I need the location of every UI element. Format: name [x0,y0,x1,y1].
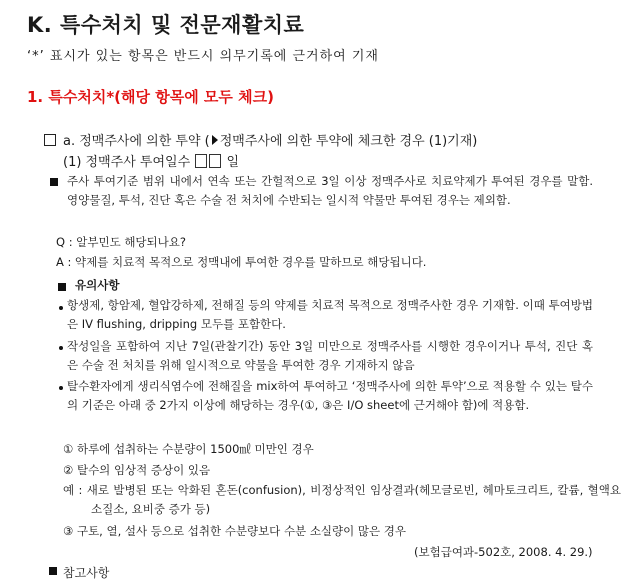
item-a-row [44,130,477,149]
required-record-note: ‘*’ 표시가 있는 항목은 반드시 의무기록에 근거하여 기재 [27,49,379,64]
item-a-label: a. 정맥주사에 의한 투약 ( [63,134,210,149]
qa-answer: A : 약제를 치료적 목적으로 정맥내에 투여한 경우를 말하므로 해당됩니다. [56,255,427,269]
iv-days-digit-2-input[interactable] [209,154,221,168]
bullet-dot-icon [59,346,63,350]
page-title: K. 특수처치 및 전문재활치료 [27,13,305,37]
notes-heading: 유의사항 [75,278,120,292]
condition-1: ① 하루에 섭취하는 수분량이 1500㎖ 미만인 경우 [63,442,314,456]
sub1-unit: 일 [226,155,239,170]
bullet-square-icon [50,178,58,186]
citation: (보험급여과-502호, 2008. 4. 29.) [414,545,593,559]
condition-3: ③ 구토, 열, 설사 등으로 섭취한 수분량보다 수분 소실량이 많은 경우 [63,524,407,538]
bullet-dot-icon [59,306,63,310]
bullet-dot-icon [59,386,63,390]
bullet-square-icon [49,567,57,575]
note-item-1: 항생제, 항암제, 혈압강하제, 전해질 등의 약제를 치료적 목적으로 정맥주사한 경우 기재함. 이때 투여방법은 IV flushing, dripping 모두를 포함한다. [67,298,593,331]
condition-example: 예 : 새로 발병된 또는 악화된 혼돈(confusion), 비정상적인 임상결과(헤모글로빈, 헤마토크리트, 칼륨, 혈액요소질소, 요비중 증가 등) [63,483,621,516]
iv-days-digit-1-input[interactable] [195,154,207,168]
item-a-checkbox[interactable] [44,134,56,146]
condition-2: ② 탈수의 임상적 증상이 있음 [63,463,211,477]
sub1-label: (1) 정맥주사 투여일수 [63,155,191,170]
note-item-3: 탈수환자에게 생리식염수에 전해질을 mix하여 투여하고 ‘정맥주사에 의한 투약’으로 적용할 수 있는 탈수의 기준은 아래 중 2가지 이상에 해당하는 경우(①, ③은 I/O sheet에 근거해야 함)에 적용함. [67,379,593,412]
note-item-2: 작성일을 포함하여 지난 7일(관찰기간) 동안 3일 미만으로 정맥주사를 시행한 경우이거나 투석, 진단 혹은 수술 전 처치를 위해 일시적으로 약물을 투여한 경우 기재하지 않음 [67,339,593,372]
sub1-row [63,151,239,170]
next-heading: 참고사항 [63,566,110,580]
bullet-square-icon [58,283,66,291]
qa-question: Q : 알부민도 해당되나요? [56,235,186,249]
criteria-text: 주사 투여기준 범위 내에서 연속 또는 간헐적으로 3일 이상 정맥주사로 치료약제가 투여된 경우를 말함. 영양물질, 투석, 진단 혹은 수술 전 처치에 수반되는 일시적 약물만 투여된 경우는 제외함. [67,174,593,207]
section-1-heading: 1. 특수처치*(해당 항목에 모두 체크) [27,88,274,106]
arrow-right-icon [212,135,218,145]
item-a-label-rest: 정맥주사에 의한 투약에 체크한 경우 (1)기재) [219,134,478,149]
